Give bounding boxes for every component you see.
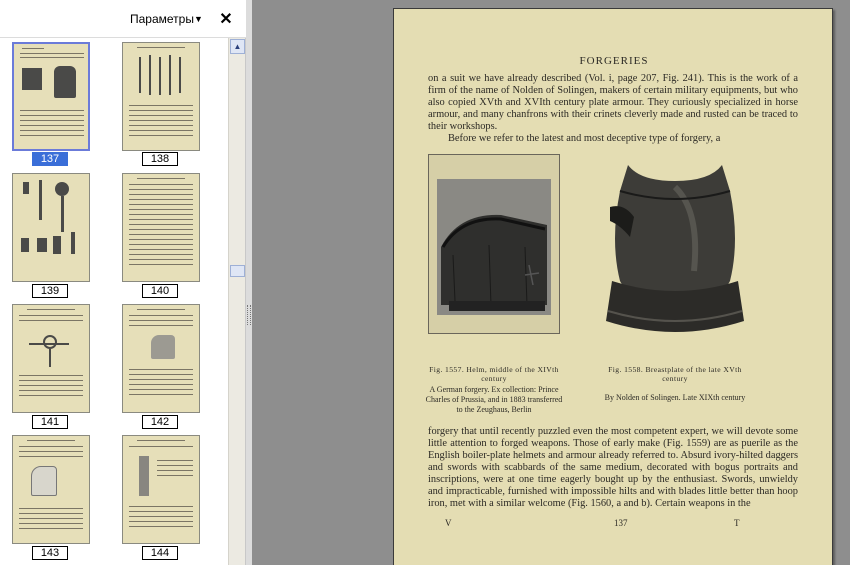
signature-mark-left: V [445, 518, 452, 528]
thumbnail-page-144[interactable] [122, 435, 200, 544]
figure-caption-body: A German forgery. Ex collection: Prince Charles of Prussia, and in 1883 transferred to the Zeughaus, Berlin [425, 385, 563, 414]
document-view[interactable] [252, 0, 850, 565]
page-number-label: 138 [142, 152, 178, 166]
signature-mark-right: T [734, 518, 740, 528]
paragraph: forgery that until recently puzzled even the most competent expert, we will devote some little attention to forged weapons. Those of early make (Fig. 1559) are as puerile as the English boiler-plate helmets and armour already referred to. Absurd ivory-hilted daggers and swords with scabbards of the same medium, decorated with bogus portraits and inscriptions, were at one time eagerly bought up by the enthusiast. Swords, unwieldy and impracticable, furnished with impossible hilts and with blades little better than hoop iron, met with a similar welcome (Fig. 1560, a and b). Certain weapons in the [428, 426, 798, 509]
thumbnail-page-139[interactable] [12, 173, 90, 282]
scroll-up-icon[interactable]: ▲ [230, 39, 245, 54]
grip-icon[interactable] [247, 305, 251, 325]
thumbnail-page-138[interactable] [122, 42, 200, 151]
figure-caption-title: Fig. 1558. Breastplate of the late XVth century [608, 365, 742, 384]
helm-picture [429, 155, 561, 335]
page-heading: FORGERIES [579, 55, 649, 67]
thumbnail-page-141[interactable] [12, 304, 90, 413]
page-number-label: 140 [142, 284, 178, 298]
thumbnail-panel [0, 0, 246, 565]
thumbnail-page-143[interactable] [12, 435, 90, 544]
page-number-label: 143 [32, 546, 68, 560]
page-number-label: 144 [142, 546, 178, 560]
figure-caption-title: Fig. 1557. Helm, middle of the XIVth century [429, 365, 559, 384]
paragraph: on a suit we have already described (Vol. i, page 207, Fig. 241). This is the work of a firm of the name of Nolden of Solingen, makers of certain military equipments, but who also copied XVth and XVIth century plate armour. They curiously specialized in horse armour, and many chanfrons with their crinets cleverly made and rusted can be traced to their workshops. [428, 73, 798, 132]
thumbnail-page-140[interactable] [122, 173, 200, 282]
page-number-label: 141 [32, 415, 68, 429]
breastplate-picture [590, 151, 760, 361]
paragraph: Before we refer to the latest and most deceptive type of forgery, a [448, 133, 721, 144]
scrollbar-thumb[interactable] [230, 265, 245, 277]
thumbnail-scrollbar[interactable] [228, 38, 245, 565]
thumbnail-list[interactable] [0, 38, 228, 565]
page-number-label: 137 [32, 152, 68, 166]
thumbnail-panel-header [0, 0, 246, 38]
figure-caption-body: By Nolden of Solingen. Late XIXth century [604, 393, 746, 402]
page-number-label: 139 [32, 284, 68, 298]
figure-breastplate-image [590, 151, 760, 361]
chevron-down-icon[interactable]: ▼ [194, 14, 203, 24]
thumbnail-page-137[interactable] [12, 42, 90, 151]
document-page [393, 8, 833, 565]
page-number-label: 142 [142, 415, 178, 429]
figure-helm-image [428, 154, 560, 334]
thumbnail-page-142[interactable] [122, 304, 200, 413]
close-icon[interactable]: ✕ [219, 11, 233, 28]
options-menu-button[interactable]: Параметры [130, 12, 194, 26]
page-number: 137 [614, 518, 628, 528]
